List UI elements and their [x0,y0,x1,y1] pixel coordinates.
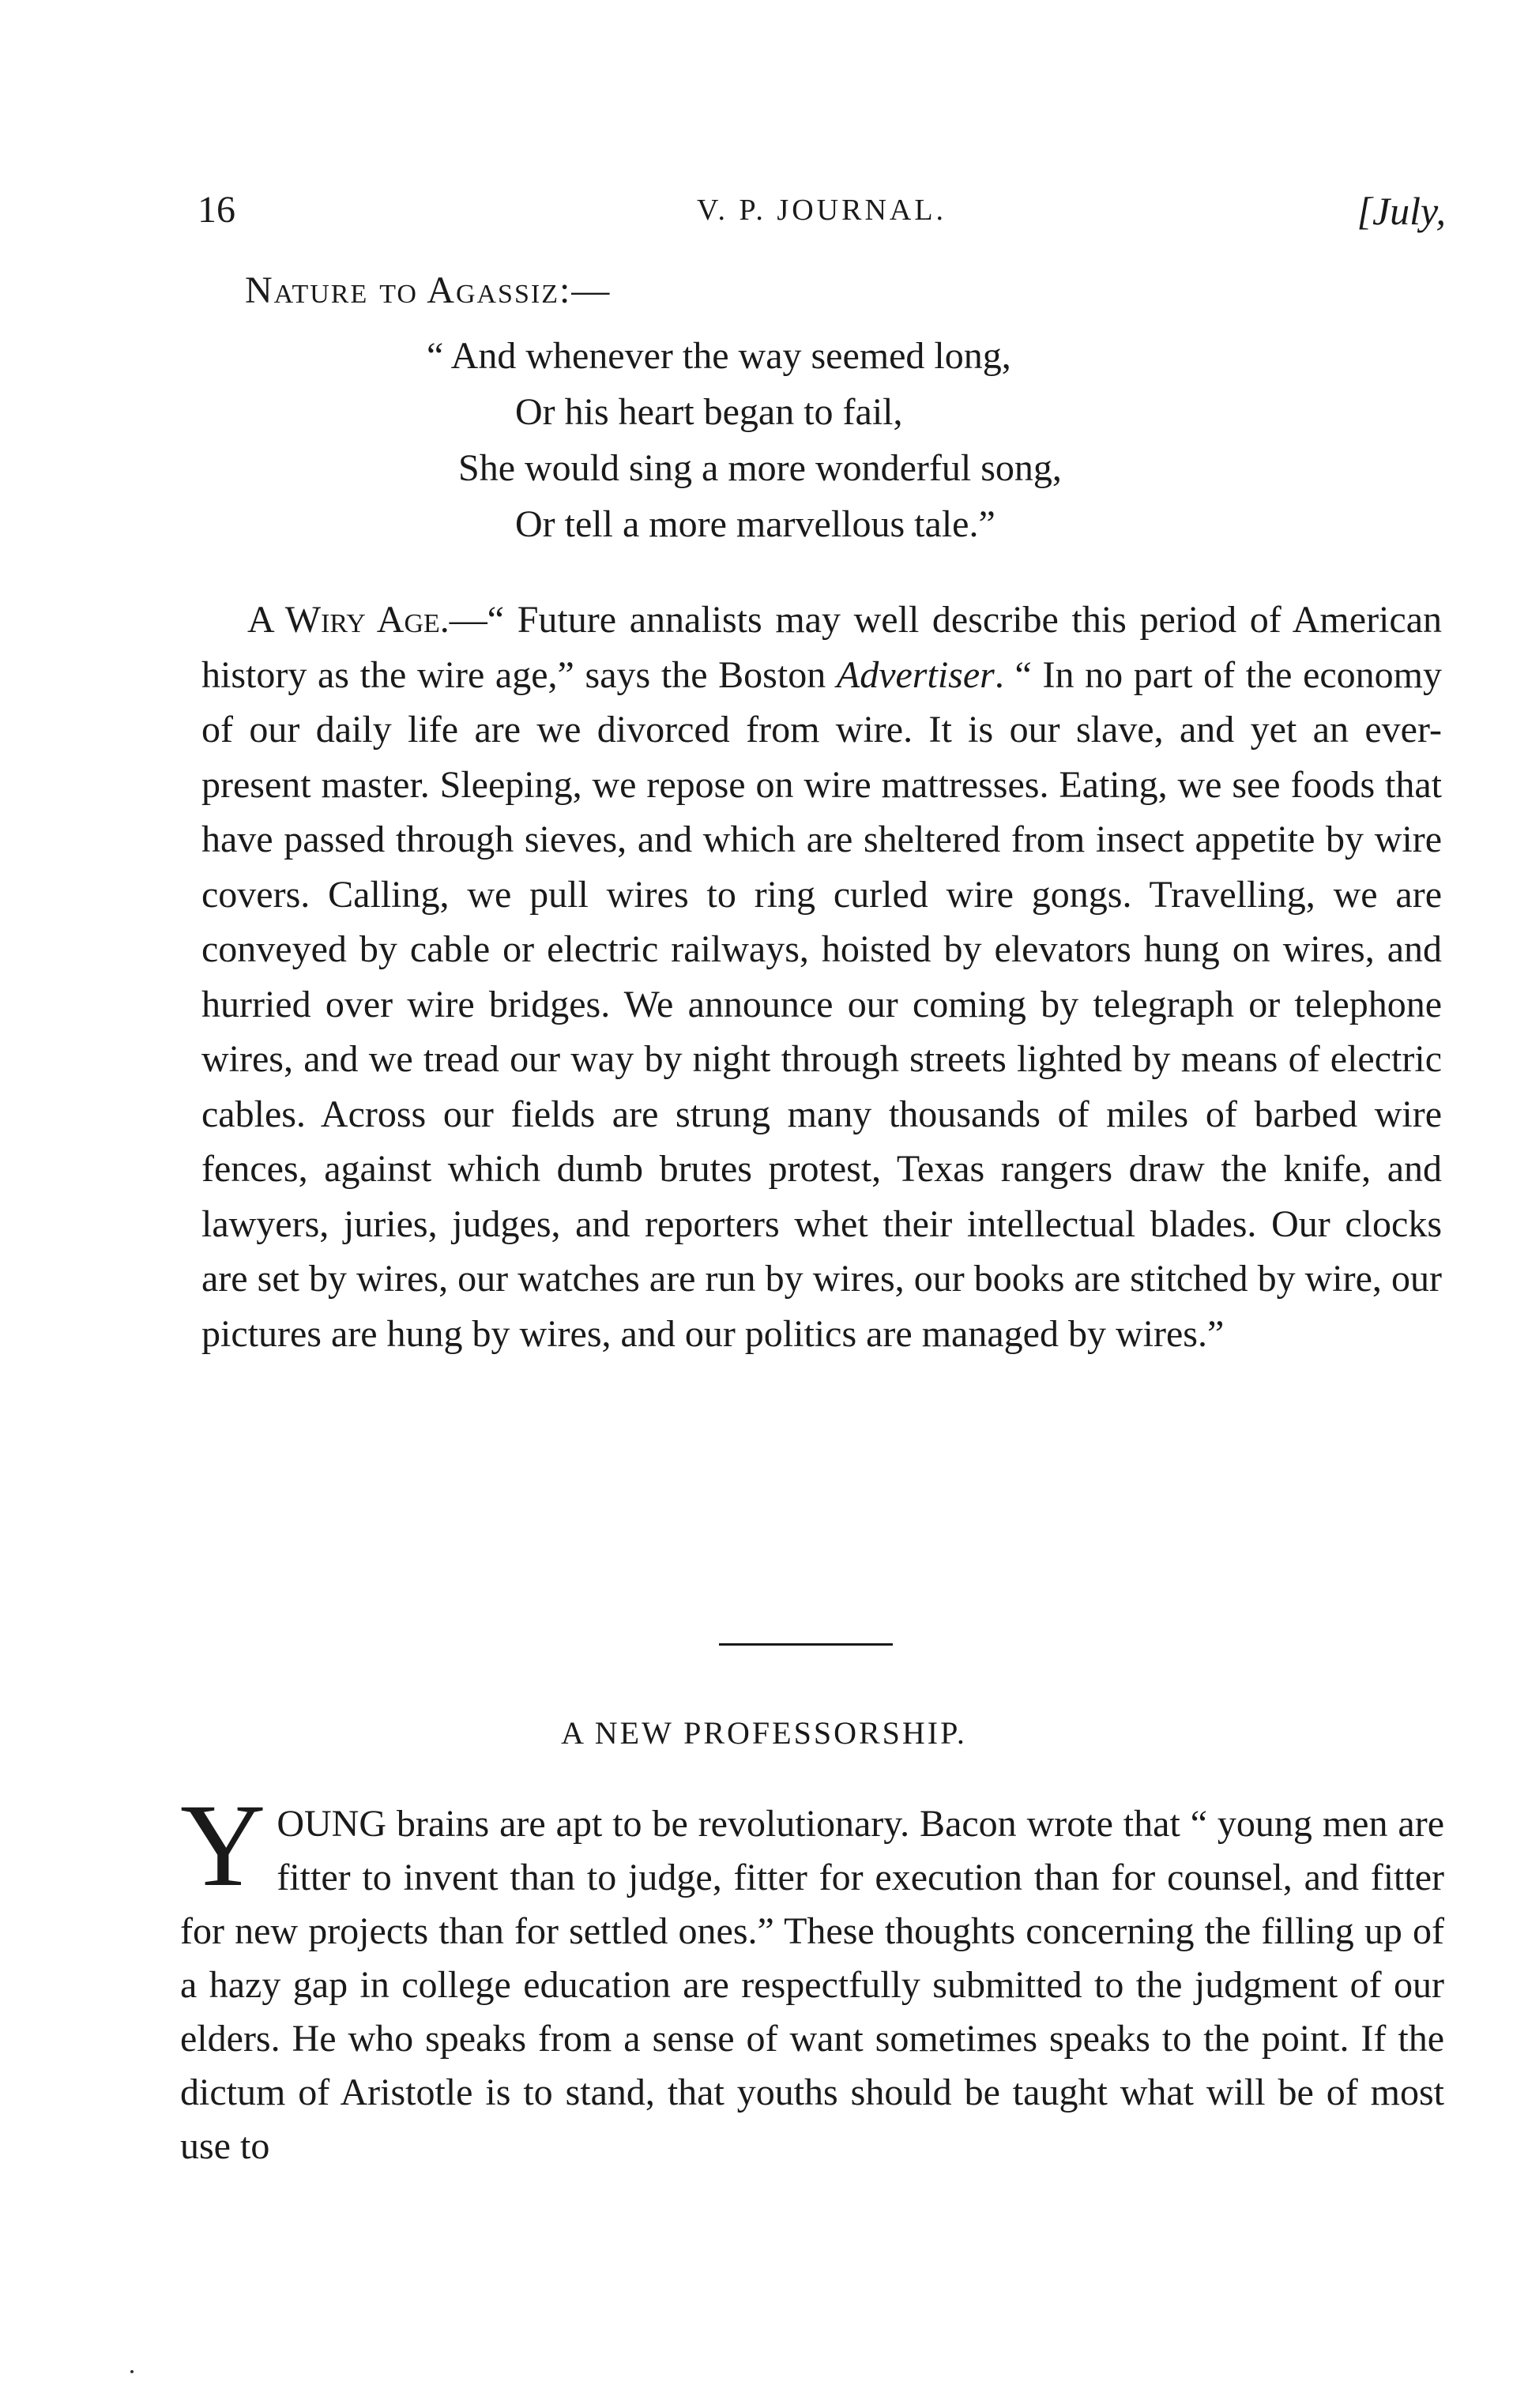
paper-speck [130,2370,134,2373]
poem-line: “ And whenever the way seemed long, [427,335,1011,377]
running-title: V. P. JOURNAL. [696,194,947,227]
page-header [198,188,1446,243]
section-divider [719,1643,893,1646]
article-paragraph [180,1780,1444,2173]
wiry-age-paragraph [201,593,1442,1361]
poem-line: She would sing a more wonderful song, [458,447,1062,489]
drop-cap: Y [180,1780,266,1911]
poem-line: Or tell a more marvellous tale.” [515,503,995,545]
poem-line: Or his heart began to fail, [515,391,903,433]
wiry-age-heading: A Wiry Age. [247,599,450,641]
poem-verse [427,328,1062,552]
issue-month: [July, [1357,189,1446,233]
first-word-rest: OUNG [277,1803,386,1845]
article-text: brains are apt to be revolutionary. Bacon wrote that “ young men are fitter to invent than to judge, fitter for execution than for counsel, and fitter for new projects than for settled ones.” These thoughts concerning the filling up of a hazy gap in college education are respectfully submitted to the judgment of our elders. He who speaks from a sense of want sometimes speaks to the point. If the dictum of Aristotle is to stand, that youths should be taught what will be of most use to [180,1803,1444,2167]
page-number: 16 [198,189,235,231]
poem-heading: Nature to Agassiz:— [245,269,612,311]
wiry-age-text-body: . “ In no part of the economy of our daily life are we divorced from wire. It is our slave, and yet an ever-present master. Sleeping, we repose on wire mattresses. Eating, we see foods that have passed through sieves, and which are sheltered from insect appetite by wire covers. Calling, we pull wires to ring curled wire gongs. Travelling, we are conveyed by cable or electric railways, hoisted by elevators hung on wires, and hurried over wire bridges. We announce our coming by telegraph or telephone wires, and we tread our way by night through streets lighted by means of electric cables. Across our fields are strung many thousands of miles of barbed wire fences, against which dumb brutes protest, Texas rangers draw the knife, and lawyers, juries, judges, and reporters whet their intellectual blades. Our clocks are set by wires, our watches are run by wires, our books are stitched by wire, our pictures are hung by wires, and our politics are managed by wires.” [201,653,1443,1355]
article-title: A NEW PROFESSORSHIP. [561,1715,967,1751]
source-name: Advertiser [836,653,995,696]
wiry-age-text-intro: —“ Future annalists may well describe this period of American history as the wire age,” says the Boston [201,599,1443,696]
